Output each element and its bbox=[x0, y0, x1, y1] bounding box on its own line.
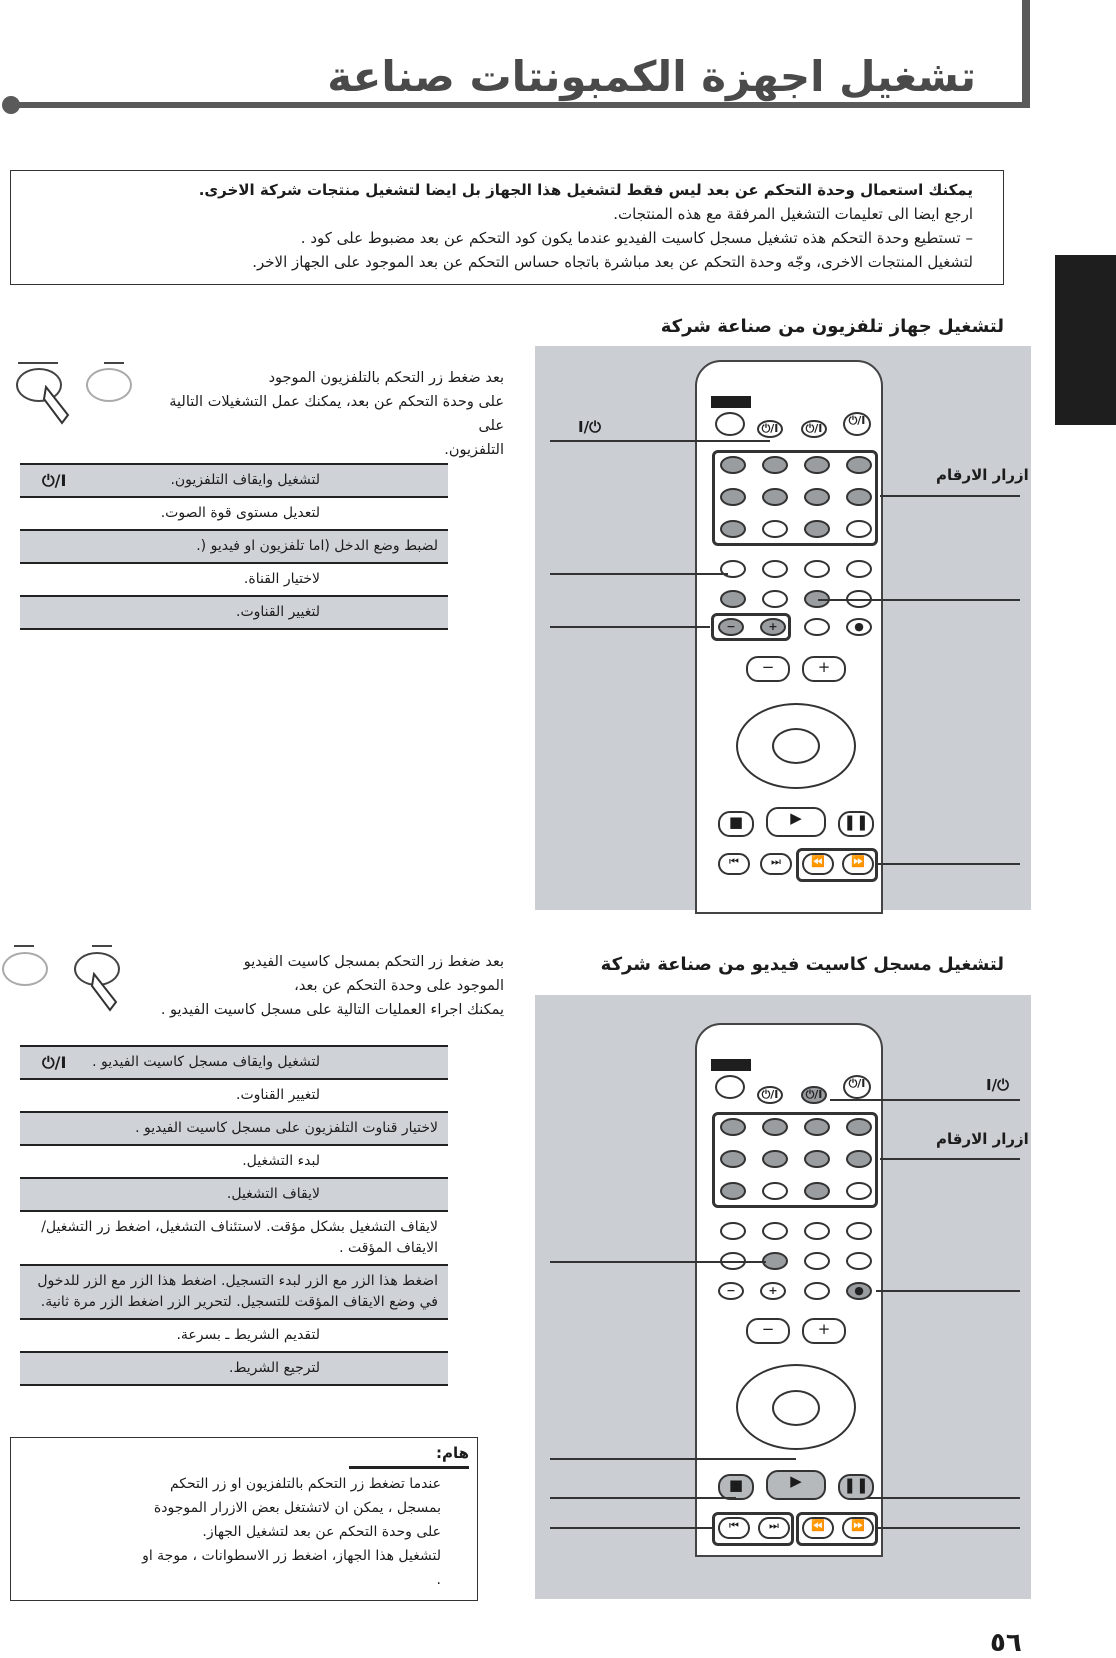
number-button bbox=[804, 1182, 830, 1200]
number-button bbox=[846, 488, 872, 506]
row-desc: لبدء التشغيل. bbox=[242, 1153, 320, 1169]
tv-video-button bbox=[720, 590, 746, 608]
number-button bbox=[720, 520, 746, 538]
row-desc: لتقديم الشريط ـ بسرعة. bbox=[176, 1327, 320, 1343]
remote-button bbox=[804, 618, 830, 636]
table-row bbox=[20, 597, 448, 630]
number-button bbox=[846, 456, 872, 474]
note-box bbox=[10, 1437, 478, 1601]
tv-intro-line: التلفزيون. bbox=[444, 442, 504, 458]
callout-line bbox=[550, 1458, 796, 1460]
number-button bbox=[720, 1182, 746, 1200]
play-button: ▶ bbox=[766, 1470, 826, 1500]
remote-button bbox=[804, 560, 830, 578]
number-button bbox=[846, 520, 872, 538]
note-heading-rule bbox=[349, 1466, 469, 1469]
remote-button bbox=[715, 412, 745, 436]
volume-down-button: − bbox=[746, 656, 790, 682]
remote-button bbox=[804, 1222, 830, 1240]
power-button: ⏻/I bbox=[843, 412, 871, 436]
row-desc: لتشغيل وايقاف التلفزيون. bbox=[170, 472, 320, 488]
table-row bbox=[20, 1047, 448, 1080]
channel-up-button: + bbox=[760, 1282, 786, 1300]
vcr-intro-line: يمكنك اجراء العمليات التالية على مسجل كاسيت الفيديو . bbox=[160, 1002, 504, 1018]
button-illustration bbox=[86, 368, 132, 402]
previous-button: ⏮ bbox=[718, 853, 750, 875]
table-row bbox=[20, 498, 448, 531]
row-desc: لايقاف التشغيل بشكل مؤقت. لاستئناف التشغيل، اضغط زر التشغيل/الايقاف المؤقت . bbox=[41, 1219, 438, 1256]
callout-line bbox=[550, 1497, 736, 1499]
remote-button bbox=[720, 1222, 746, 1240]
callout-line bbox=[866, 1497, 1020, 1499]
remote-button bbox=[846, 560, 872, 578]
rewind-button: ⏪ bbox=[802, 853, 834, 875]
number-button bbox=[762, 1118, 788, 1136]
vcr-section-title: لتشغيل مسجل كاسيت فيديو من صناعة شركة bbox=[600, 954, 1004, 975]
remote-button bbox=[762, 1222, 788, 1240]
volume-up-button: + bbox=[802, 656, 846, 682]
vcr-intro-line: الموجود على وحدة التحكم عن بعد، bbox=[294, 978, 504, 994]
callout-line bbox=[876, 1290, 1020, 1292]
table-row bbox=[20, 1146, 448, 1179]
volume-down-button: − bbox=[746, 1318, 790, 1344]
table-row bbox=[20, 1212, 448, 1266]
number-buttons-label: ازرار الارقام bbox=[936, 466, 1029, 484]
number-button bbox=[720, 1118, 746, 1136]
callout-line bbox=[880, 495, 1020, 497]
bracket bbox=[104, 362, 124, 364]
record-button: ● bbox=[846, 1282, 872, 1300]
remote-button bbox=[720, 560, 746, 578]
vcr-power-button: ⏻/I bbox=[801, 420, 827, 438]
finger-icon bbox=[88, 972, 128, 1014]
number-button bbox=[720, 488, 746, 506]
table-row bbox=[20, 1179, 448, 1212]
tv-power-button: ⏻/I bbox=[757, 420, 783, 438]
note-line: بمسجل ، يمكن ان لاتشتغل بعض الازرار الموجودة bbox=[153, 1500, 441, 1516]
notice-line: – تستطيع وحدة التحكم هذه تشغيل مسجل كاسيت الفيديو عندما يكون كود التحكم عن بعد مضبوط على كود . bbox=[300, 229, 973, 247]
remote-button bbox=[762, 560, 788, 578]
number-button bbox=[846, 1118, 872, 1136]
number-button bbox=[804, 488, 830, 506]
tv-intro-line: على وحدة التحكم عن بعد، يمكنك عمل التشغيلات التالية على bbox=[169, 394, 504, 434]
number-button bbox=[804, 456, 830, 474]
row-desc: لتغيير القناوت. bbox=[236, 604, 320, 620]
notice-box bbox=[10, 170, 1004, 285]
tv-intro bbox=[144, 366, 504, 462]
tv-section-title: لتشغيل جهاز تلفزيون من صناعة شركة bbox=[660, 316, 1004, 337]
vcr-intro bbox=[144, 950, 504, 1022]
number-button bbox=[846, 1150, 872, 1168]
previous-button: ⏮ bbox=[718, 1517, 750, 1539]
number-button bbox=[762, 456, 788, 474]
row-desc: لايقاف التشغيل. bbox=[226, 1186, 320, 1202]
section-tab bbox=[1055, 255, 1116, 425]
power-icon: ⏻/I bbox=[42, 471, 67, 490]
remote-display bbox=[711, 396, 751, 408]
row-desc: اضغط هذا الزر مع الزر لبدء التسجيل. اضغط هذا الزر مع الزر للدخول في وضع الايقاف المؤقت للتسجيل. لتحرير الزر اضغط الزر مرة ثانية. bbox=[37, 1273, 438, 1310]
bracket bbox=[14, 945, 34, 947]
number-button bbox=[804, 1150, 830, 1168]
power-button: ⏻/I bbox=[843, 1075, 871, 1099]
number-button bbox=[804, 520, 830, 538]
callout-line bbox=[550, 573, 728, 575]
vcr-intro-line: بعد ضغط زر التحكم بمسجل كاسيت الفيديو bbox=[243, 954, 504, 970]
power-label: ⏻/I bbox=[986, 1076, 1009, 1094]
enter-button bbox=[772, 1390, 820, 1426]
note-line: على وحدة التحكم عن بعد لتشغيل الجهاز. bbox=[202, 1524, 441, 1540]
enter-button bbox=[772, 728, 820, 764]
note-heading: هام: bbox=[435, 1444, 469, 1462]
callout-line bbox=[830, 1099, 1020, 1101]
rewind-button: ⏪ bbox=[802, 1517, 834, 1539]
button-illustration bbox=[2, 952, 48, 986]
number-button bbox=[720, 1150, 746, 1168]
channel-up-button: + bbox=[760, 618, 786, 636]
header-dot bbox=[2, 96, 20, 114]
row-desc: لضبط وضع الدخل (اما تلفزيون او فيديو (. bbox=[196, 538, 438, 554]
table-row bbox=[20, 1320, 448, 1353]
remote-button bbox=[846, 1222, 872, 1240]
note-line: لتشغيل هذا الجهاز، اضغط زر الاسطوانات ، موجة او bbox=[142, 1548, 441, 1564]
callout-line bbox=[550, 440, 770, 442]
table-row bbox=[20, 465, 448, 498]
table-row bbox=[20, 1080, 448, 1113]
callout-line bbox=[550, 626, 710, 628]
number-button bbox=[846, 1182, 872, 1200]
stop-button: ■ bbox=[718, 1474, 754, 1500]
remote-button bbox=[762, 590, 788, 608]
callout-line bbox=[878, 1527, 1020, 1529]
row-desc: لتعديل مستوى قوة الصوت. bbox=[160, 505, 320, 521]
play-button: ▶ bbox=[766, 807, 826, 837]
vcr-remote-panel bbox=[535, 995, 1031, 1599]
pause-button: ❚❚ bbox=[838, 1474, 874, 1500]
record-button: ● bbox=[846, 618, 872, 636]
tv-power-button: ⏻/I bbox=[757, 1086, 783, 1104]
volume-up-button: + bbox=[802, 1318, 846, 1344]
callout-line bbox=[550, 1527, 714, 1529]
bracket bbox=[92, 945, 112, 947]
table-row bbox=[20, 1353, 448, 1386]
pause-button: ❚❚ bbox=[838, 811, 874, 837]
tv-intro-line: بعد ضغط زر التحكم بالتلفزيون الموجود bbox=[268, 370, 504, 386]
vcr-power-button: ⏻/I bbox=[801, 1086, 827, 1104]
bracket bbox=[18, 362, 58, 364]
notice-line: لتشغيل المنتجات الاخرى، وجّه وحدة التحكم عن بعد مباشرة باتجاه حساس التحكم عن بعد الموجود على الجهاز الاخر. bbox=[252, 253, 973, 271]
remote-button bbox=[715, 1075, 745, 1099]
row-desc: لتغيير القناوت. bbox=[236, 1087, 320, 1103]
table-row bbox=[20, 1113, 448, 1146]
number-button bbox=[762, 488, 788, 506]
number-button bbox=[762, 1182, 788, 1200]
callout-line bbox=[878, 863, 1020, 865]
header-vertical-rule bbox=[1022, 0, 1030, 108]
note-line: عندما تضغط زر التحكم بالتلفزيون او زر التحكم bbox=[169, 1476, 441, 1492]
vcr-functions-table bbox=[20, 1045, 448, 1386]
table-row bbox=[20, 1266, 448, 1320]
callout-line bbox=[880, 1158, 1020, 1160]
number-button bbox=[720, 456, 746, 474]
next-button: ⏭ bbox=[758, 1517, 790, 1539]
stop-button: ■ bbox=[718, 811, 754, 837]
notice-line: ارجع ايضا الى تعليمات التشغيل المرفقة مع هذه المنتجات. bbox=[613, 205, 973, 223]
table-row bbox=[20, 531, 448, 564]
note-line: . bbox=[436, 1572, 441, 1588]
page-number: ٥٦ bbox=[990, 1628, 1022, 1658]
remote-button bbox=[846, 1252, 872, 1270]
callout-line bbox=[550, 1261, 766, 1263]
number-buttons-label: ازرار الارقام bbox=[936, 1130, 1029, 1148]
number-button bbox=[762, 1150, 788, 1168]
next-button: ⏭ bbox=[760, 853, 792, 875]
row-desc: لتشغيل وايقاف مسجل كاسيت الفيديو . bbox=[92, 1054, 320, 1070]
header-rule bbox=[10, 102, 1030, 108]
remote-button bbox=[804, 1282, 830, 1300]
number-button bbox=[804, 1118, 830, 1136]
callout-line bbox=[818, 599, 1020, 601]
row-desc: لاختيار قناوت التلفزيون على مسجل كاسيت الفيديو . bbox=[135, 1120, 438, 1136]
remote-display bbox=[711, 1059, 751, 1071]
power-label: ⏻/I bbox=[578, 418, 601, 436]
page-title: تشغيل اجهزة الكمبونتات صناعة bbox=[327, 52, 976, 101]
channel-down-button: − bbox=[718, 618, 744, 636]
notice-line: يمكنك استعمال وحدة التحكم عن بعد ليس فقط لتشغيل هذا الجهاز بل ايضا لتشغيل منتجات شركة الاخرى. bbox=[198, 181, 973, 199]
number-button bbox=[762, 520, 788, 538]
power-icon: ⏻/I bbox=[42, 1053, 67, 1072]
fast-forward-button: ⏩ bbox=[842, 1517, 874, 1539]
finger-icon bbox=[40, 385, 80, 427]
row-desc: لاختيار القناة. bbox=[243, 571, 320, 587]
remote-button bbox=[804, 1252, 830, 1270]
fast-forward-button: ⏩ bbox=[842, 853, 874, 875]
table-row bbox=[20, 564, 448, 597]
channel-down-button: − bbox=[718, 1282, 744, 1300]
row-desc: لترجيع الشريط. bbox=[229, 1360, 320, 1376]
tv-functions-table bbox=[20, 463, 448, 630]
